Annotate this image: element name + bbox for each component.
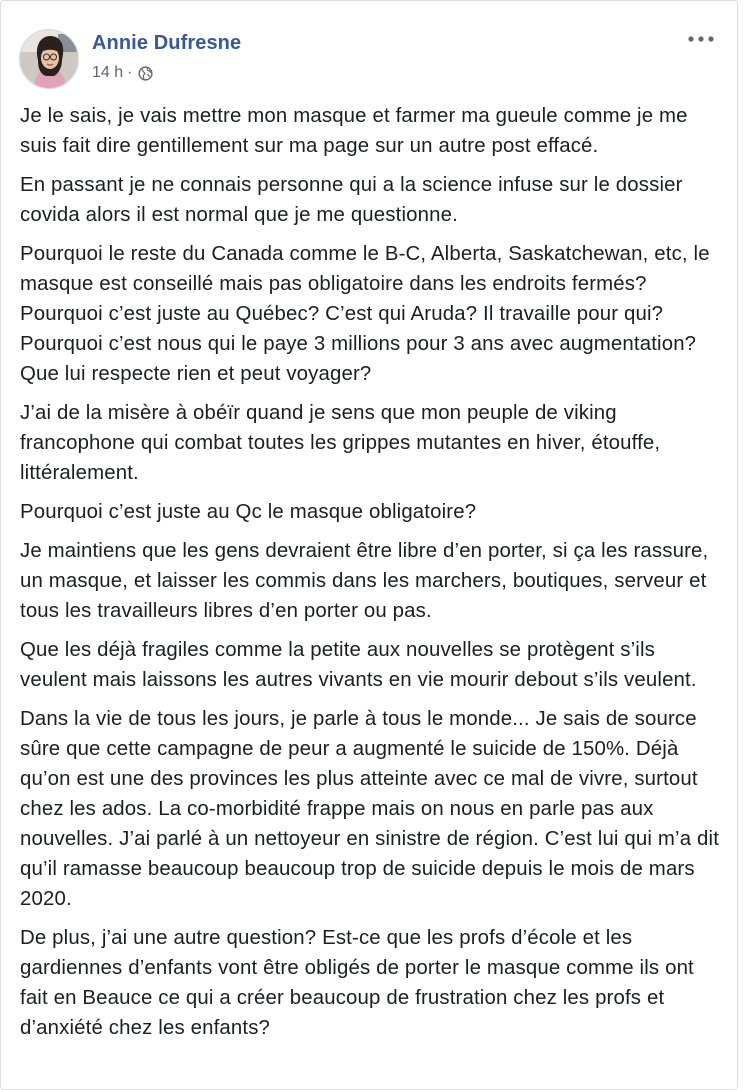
post-paragraph: De plus, j’ai une autre question? Est-ce que les profs d’école et les gardiennes d’enfants vont être obligés de porter le masque comme ils ont fait en Beauce ce qui a créer beaucoup de frustration chez les profs et d’anxiété chez les enfants? <box>20 927 694 1039</box>
post-paragraph: Je le sais, je vais mettre mon masque et farmer ma gueule comme je me suis fait dire gentillement sur ma page sur un autre post effacé. <box>20 105 688 157</box>
post-header <box>19 29 719 91</box>
post-meta <box>92 64 153 82</box>
post-paragraph: Pourquoi le reste du Canada comme le B-C, Alberta, Saskatchewan, etc, le masque est conseillé mais pas obligatoire dans les endroits fermés? Pourquoi c’est juste au Québec? C’est qui Aruda? Il travaille pour qui? Pourquoi c’est nous qui le paye 3 millions pour 3 ans avec augmentation? Que lui respecte rien et peut voyager? <box>20 243 710 385</box>
author-name[interactable]: Annie Dufresne <box>92 32 242 54</box>
post-paragraph: Dans la vie de tous les jours, je parle à tous le monde... Je sais de source sûre que cette campagne de peur a augmenté le suicide de 150%. Déjà qu’on est une des provinces les plus atteinte avec ce mal de vivre, surtout chez les ados. La co-morbidité frappe mais on nous en parle pas aux nouvelles. J’ai parlé à un nettoyeur en sinistre de région. C’est lui qui m’a dit qu’il ramasse beaucoup beaucoup trop de suicide depuis le mois de mars 2020. <box>20 708 720 910</box>
globe-icon[interactable] <box>138 66 153 81</box>
post-timestamp[interactable]: 14 h <box>92 64 124 81</box>
author-avatar[interactable] <box>19 29 79 89</box>
post-paragraph: En passant je ne connais personne qui a la science infuse sur le dossier covida alors il est normal que je me questionne. <box>20 174 683 226</box>
post-paragraph: Que les déjà fragiles comme la petite aux nouvelles se protègent s’ils veulent mais laissons les autres vivants en vie mourir debout s’ils veulent. <box>20 639 697 691</box>
more-options-icon[interactable] <box>683 27 719 51</box>
post-body <box>20 101 720 1052</box>
meta-separator: · <box>127 64 133 81</box>
post-paragraph: J’ai de la misère à obéïr quand je sens que mon peuple de viking francophone qui combat toutes les grippes mutantes en hiver, étouffe, littéralement. <box>20 402 661 484</box>
post-paragraph: Je maintiens que les gens devraient être libre d’en porter, si ça les rassure, un masque, et laisser les commis dans les marchers, boutiques, serveur et tous les travailleurs libres d’en porter ou pas. <box>20 540 709 622</box>
avatar-image <box>20 30 79 89</box>
post-paragraph: Pourquoi c’est juste au Qc le masque obligatoire? <box>20 501 477 523</box>
